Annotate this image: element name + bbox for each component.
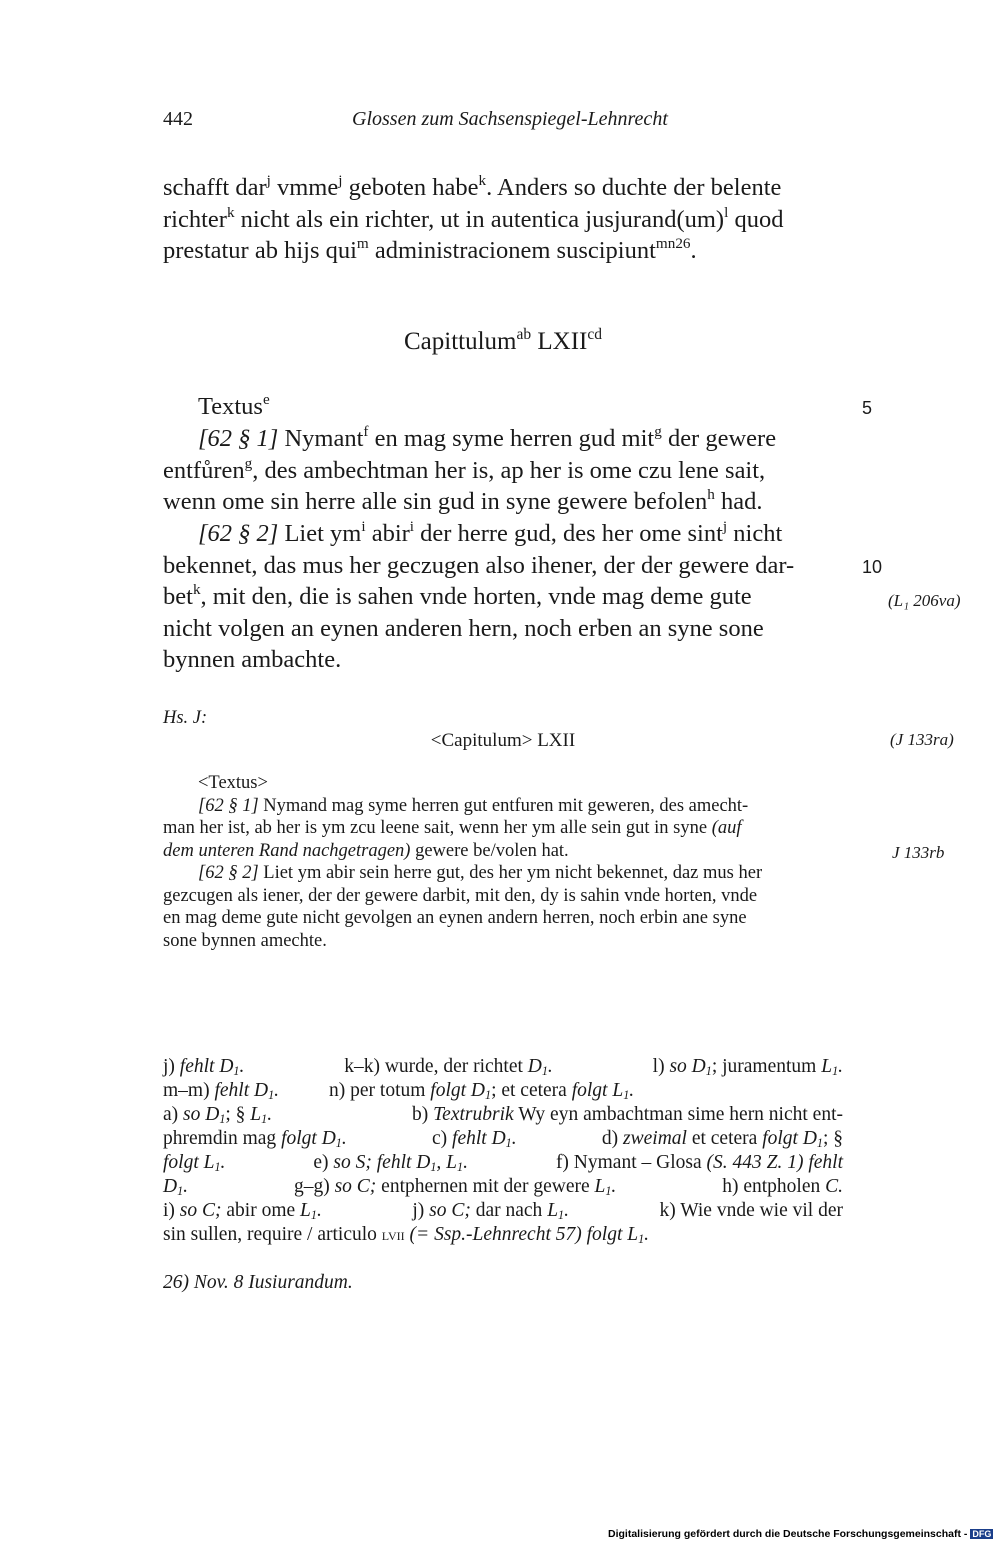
hs-text <box>163 773 843 953</box>
text-line: prestatur ab hijs qui$^m$ administracionem suscipiunt$^{mn26}$. <box>163 235 697 264</box>
text-line: man her ist, ab her is ym zcu leene sait, wenn her ym alle sein gut in syne (auf <box>163 818 742 838</box>
line-number-10: 10 <box>862 557 883 577</box>
text-line: dem unteren Rand nachgetragen) gewere be/volen hat. <box>163 840 569 861</box>
margin-note-j133rb: J 133rb <box>892 843 945 862</box>
text-line: gezcugen als iener, der der gewere darbit, mit den, dy is sahin vnde horten, vnde <box>163 885 758 906</box>
text-line: nicht volgen an eynen anderen hern, noch erben an syne sone <box>163 614 764 642</box>
chapter-heading: Capittulum$^{ab}$ $LXII^{cd}$ <box>403 325 602 355</box>
footnote-k: k–k) wurde, der richtet $D_1$. <box>344 1056 553 1079</box>
footnote-j: j) fehlt $D_1$. <box>163 1056 245 1079</box>
footnote-i: i) so C; abir ome $L_1$. <box>163 1200 322 1223</box>
footnote-d: d) zweimal et cetera folgt $D_1$; § <box>601 1128 843 1151</box>
footnote-n: n) per totum folgt $D_1$; et cetera folgt $L_1$. <box>329 1080 635 1103</box>
footnote-a: a) so $D_1$; § $L_1$. <box>163 1104 273 1127</box>
footnote-b: b) Textrubrik Wy eyn ambachtman sime hern nicht ent- <box>412 1104 843 1125</box>
running-title: Glossen zum Sachsenspiegel-Lehnrecht <box>352 108 668 130</box>
hs-chapter-heading: <Capitulum> LXII <box>430 730 576 751</box>
paragraph-62-1 <box>163 425 843 520</box>
text-line: [62 § 2] Liet ym abir sein herre gut, des her ym nicht bekennet, daz mus her <box>198 863 763 883</box>
text-line: [62 § 2] Liet $ym^i$ abir$^i$ der herre gud, des her ome sint$^j$ nicht <box>198 518 783 547</box>
text-line: bet$^k$, mit den, die is sahen vnde horten, vnde mag deme gute <box>163 581 752 610</box>
text-line: bynnen ambachte. <box>163 646 342 673</box>
text-line: [62 § 1] Nymant$^f$ en mag syme herren gud mit$^g$ der gewere <box>198 423 777 452</box>
footnote-b-cont: phremdin mag folgt $D_1$. <box>163 1128 347 1151</box>
footnote-c: c) fehlt $D_1$. <box>432 1128 517 1151</box>
footnote-jj: j) so C; dar nach $L_1$. <box>412 1200 569 1223</box>
margin-note-j133ra: (J 133ra) <box>890 730 954 749</box>
footnote-e: e) so S; fehlt $D_1$, $L_1$. <box>313 1152 468 1175</box>
dfg-logo-icon: DFG <box>972 1529 992 1539</box>
footnote-f-cont: $D_1$. <box>163 1176 189 1199</box>
text-line: en mag deme gute nicht gevolgen an eynen andern herren, noch erbin ane syne <box>163 908 747 928</box>
footnote-26: 26) Nov. 8 Iusiurandum. <box>163 1272 353 1293</box>
hs-j-label: Hs. J: <box>163 708 208 728</box>
text-line: wenn ome sin herre alle sin gud in syne gewere befolen$^h$ had. <box>163 486 763 515</box>
page-number: 442 <box>163 108 193 130</box>
text-line: bekennet, das mus her geczugen also ihener, der der gewere dar- <box>163 551 795 579</box>
dfg-notice: Digitalisierung gefördert durch die Deutsche Forschungsgemeinschaft - DFG <box>608 1528 992 1540</box>
footnote-f: f) Nymant – Glosa (S. 443 Z. 1) fehlt <box>555 1152 843 1173</box>
apparatus-footnotes <box>163 1056 843 1248</box>
footnote-d-cont: folgt $L_1$. <box>163 1152 226 1175</box>
footnote-kk-cont: sin sullen, require / articulo lvii (= Ssp.-Lehnrecht 57) folgt $L_1$. <box>163 1224 650 1247</box>
footnote-l: l) so $D_1$; juramentum $L_1$. <box>652 1056 843 1079</box>
paragraph-62-2 <box>163 520 843 678</box>
footnote-h: h) entpholen C. <box>722 1176 843 1197</box>
footnote-kk: k) Wie vnde wie vil der <box>659 1200 843 1221</box>
hs-textus: <Textus> <box>198 773 268 793</box>
text-line: schafft dar$^j$ vmme$^j$ geboten habe$^k$. Anders so duchte der belente <box>163 172 782 201</box>
opening-paragraph <box>163 172 843 267</box>
text-line: richter$^k$ nicht als ein richter, ut in autentica jusjurand(um)$^l$ quod <box>163 203 784 233</box>
margin-note-l1: (L₁ 206va) <box>888 591 961 610</box>
line-number-5: 5 <box>862 398 873 418</box>
footnote-g: g–g) so C; entphernen mit der gewere $L_1$. <box>293 1176 617 1199</box>
footnote-m: m–m) fehlt $D_1$. <box>163 1080 280 1103</box>
text-line: [62 § 1] Nymand mag syme herren gut entfuren mit geweren, des amecht- <box>198 795 749 816</box>
text-line: sone bynnen amechte. <box>163 930 327 951</box>
text-line: entfůren$^g$, des ambechtman her is, ap her is ome czu lene sait, <box>163 454 766 484</box>
textus-heading: Textus$^e$ <box>198 391 270 420</box>
